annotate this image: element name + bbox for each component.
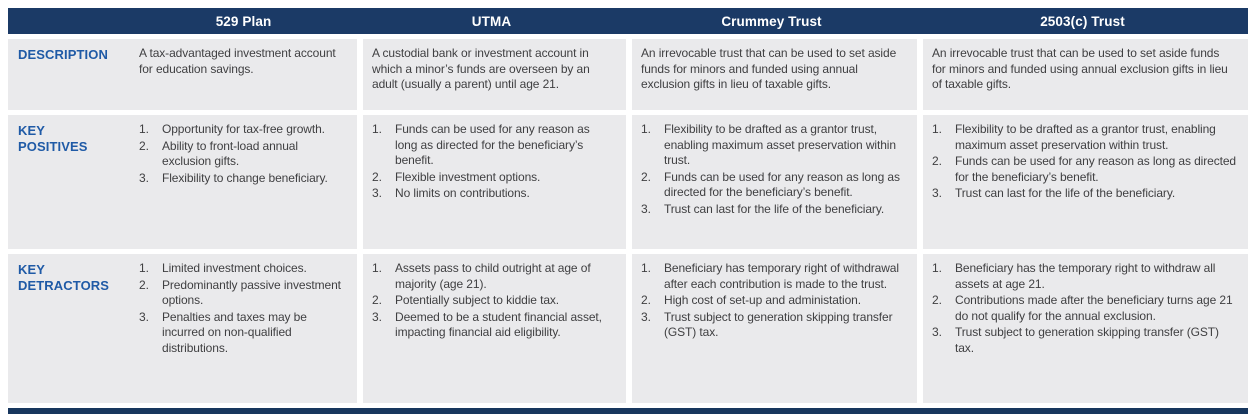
row-key-detractors xyxy=(8,254,1248,403)
list-item: 3. No limits on contributions. xyxy=(372,186,530,200)
list-item: 3. Trust subject to generation skipping transfer (GST) tax. xyxy=(932,325,1219,355)
description-cell-crummey-trust: An irrevocable trust that can be used to set aside funds for minors and funded using annual exclusion gifts in lieu of taxable gifts. xyxy=(626,39,917,110)
list-item: 2. Contributions made after the beneficiary turns age 21 do not qualify for the annual exclusion. xyxy=(932,293,1233,323)
column-header-529-plan: 529 Plan xyxy=(215,13,272,29)
row-description xyxy=(8,39,1248,110)
column-header-2503c-trust: 2503(c) Trust xyxy=(1040,13,1125,29)
list-item: 1. Flexibility to be drafted as a grantor trust, enabling maximum asset preservation within trust. xyxy=(932,122,1216,152)
positives-cell-2503c-trust xyxy=(917,115,1248,249)
list-item: 2. Predominantly passive investment options. xyxy=(139,277,341,307)
positives-cell-utma xyxy=(357,115,626,249)
list-item: 2. Ability to front-load annual exclusion gifts. xyxy=(139,138,298,168)
table-header-row xyxy=(8,8,1248,34)
list-item: 3. Trust can last for the life of the beneficiary. xyxy=(641,201,885,216)
row-label-key-detractors: KEY DETRACTORS xyxy=(18,262,110,293)
detractors-cell-utma xyxy=(357,254,626,403)
list-item: 1. Assets pass to child outright at age of majority (age 21). xyxy=(372,261,591,291)
row-label-description: DESCRIPTION xyxy=(18,47,108,62)
positives-cell-crummey-trust xyxy=(626,115,917,249)
detractors-cell-529-plan xyxy=(130,254,357,403)
list-item: 1. Beneficiary has temporary right of withdrawal after each contribution is made to the trust. xyxy=(641,261,899,291)
column-header-crummey-trust: Crummey Trust xyxy=(721,13,822,29)
list-item: 1. Opportunity for tax-free growth. xyxy=(139,122,325,136)
list-item: 3. Flexibility to change beneficiary. xyxy=(139,170,328,185)
list-item: 1. Funds can be used for any reason as long as directed for the beneficiary’s benefit. xyxy=(372,122,590,167)
list-item: 3. Deemed to be a student financial asset, impacting financial aid eligibility. xyxy=(372,309,602,339)
list-item: 2. Funds can be used for any reason as long as directed for the beneficiary’s benefit. xyxy=(932,154,1236,184)
list-item: 3. Trust subject to generation skipping transfer (GST) tax. xyxy=(641,309,893,339)
list-item: 1. Beneficiary has the temporary right to withdraw all assets at age 21. xyxy=(932,261,1216,291)
list-item: 2. High cost of set-up and administation. xyxy=(641,293,861,307)
positives-cell-529-plan xyxy=(130,115,357,249)
list-item: 3. Penalties and taxes may be incurred on non-qualified distributions. xyxy=(139,309,307,355)
description-cell-529-plan: A tax-advantaged investment account for education savings. xyxy=(139,46,336,76)
header-spacer-cell xyxy=(8,8,130,34)
list-item: 1. Flexibility to be drafted as a grantor trust, enabling maximum asset preservation within trust. xyxy=(641,122,896,167)
description-cell-2503c-trust: An irrevocable trust that can be used to set aside funds for minors and funded using annual exclusion gifts in lieu of taxable gifts. xyxy=(917,39,1248,110)
detractors-cell-crummey-trust xyxy=(626,254,917,403)
description-cell-utma: A custodial bank or investment account in which a minor’s funds are overseen by an adult (usually a parent) until age 21. xyxy=(357,39,626,110)
row-key-positives xyxy=(8,115,1248,249)
bottom-accent-bar xyxy=(8,408,1248,414)
list-item: 2. Flexible investment options. xyxy=(372,169,541,184)
list-item: 2. Potentially subject to kiddie tax. xyxy=(372,293,560,307)
row-label-key-positives: KEY POSITIVES xyxy=(18,123,88,154)
detractors-cell-2503c-trust xyxy=(917,254,1248,403)
list-item: 2. Funds can be used for any reason as long as directed for the beneficiary’s benefit. xyxy=(641,169,900,199)
list-item: 1. Limited investment choices. xyxy=(139,261,307,275)
column-header-utma: UTMA xyxy=(471,13,512,29)
list-item: 3. Trust can last for the life of the beneficiary. xyxy=(932,186,1176,200)
